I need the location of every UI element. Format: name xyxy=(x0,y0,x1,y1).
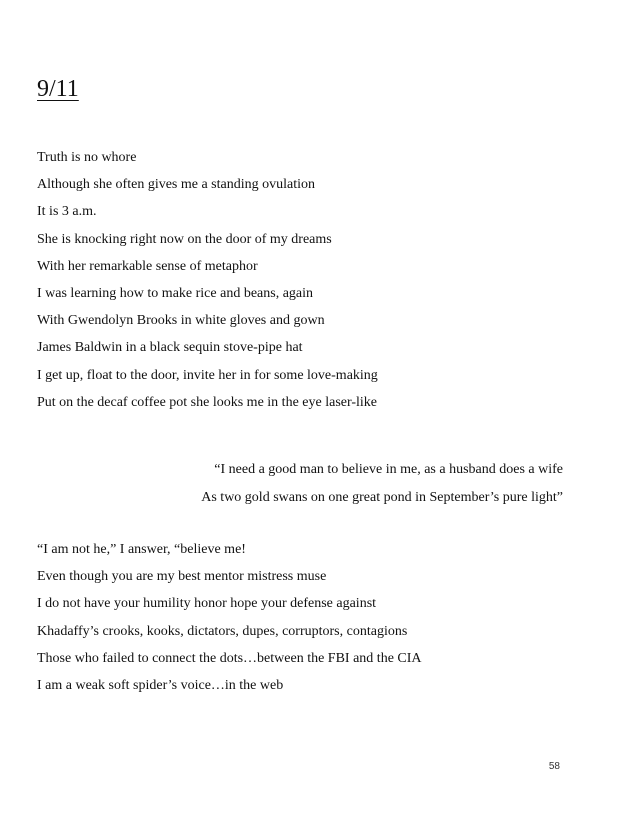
poem-line: I am a weak soft spider’s voice…in the web xyxy=(37,678,284,694)
poem-line: With Gwendolyn Brooks in white gloves and gown xyxy=(37,313,325,329)
poem-line: Truth is no whore xyxy=(37,150,137,165)
page-number: 58 xyxy=(548,761,560,772)
poem-line: Khadaffy’s crooks, kooks, dictators, dupes, corruptors, contagions xyxy=(37,623,408,639)
quote-line: As two gold swans on one great pond in September’s pure light” xyxy=(201,490,563,505)
poem-line: I get up, float to the door, invite her in for some love-making xyxy=(37,367,378,383)
poem-line: Put on the decaf coffee pot she looks me in the eye laser-like xyxy=(37,394,378,410)
quote-line: “I need a good man to believe in me, as a husband does a wife xyxy=(214,462,563,477)
poem-line: “I am not he,” I answer, “believe me! xyxy=(37,542,246,557)
poem-title: 9/11 xyxy=(37,76,79,102)
stanza-2 xyxy=(37,536,422,699)
poem-line: Those who failed to connect the dots…between the FBI and the CIA xyxy=(37,650,422,666)
poem-line: With her remarkable sense of metaphor xyxy=(37,258,258,274)
poem-line: Although she often gives me a standing ovulation xyxy=(37,177,316,193)
poem-line: James Baldwin in a black sequin stove-pipe hat xyxy=(37,340,303,356)
poem-line: It is 3 a.m. xyxy=(37,204,97,220)
poem-line: I do not have your humility honor hope your defense against xyxy=(37,596,377,612)
poem-line: Even though you are my best mentor mistress muse xyxy=(37,569,327,585)
poem-line: She is knocking right now on the door of my dreams xyxy=(37,231,332,247)
quoted-couplet xyxy=(201,456,563,512)
poem-line: I was learning how to make rice and beans, again xyxy=(37,286,314,302)
stanza-1 xyxy=(37,144,378,416)
